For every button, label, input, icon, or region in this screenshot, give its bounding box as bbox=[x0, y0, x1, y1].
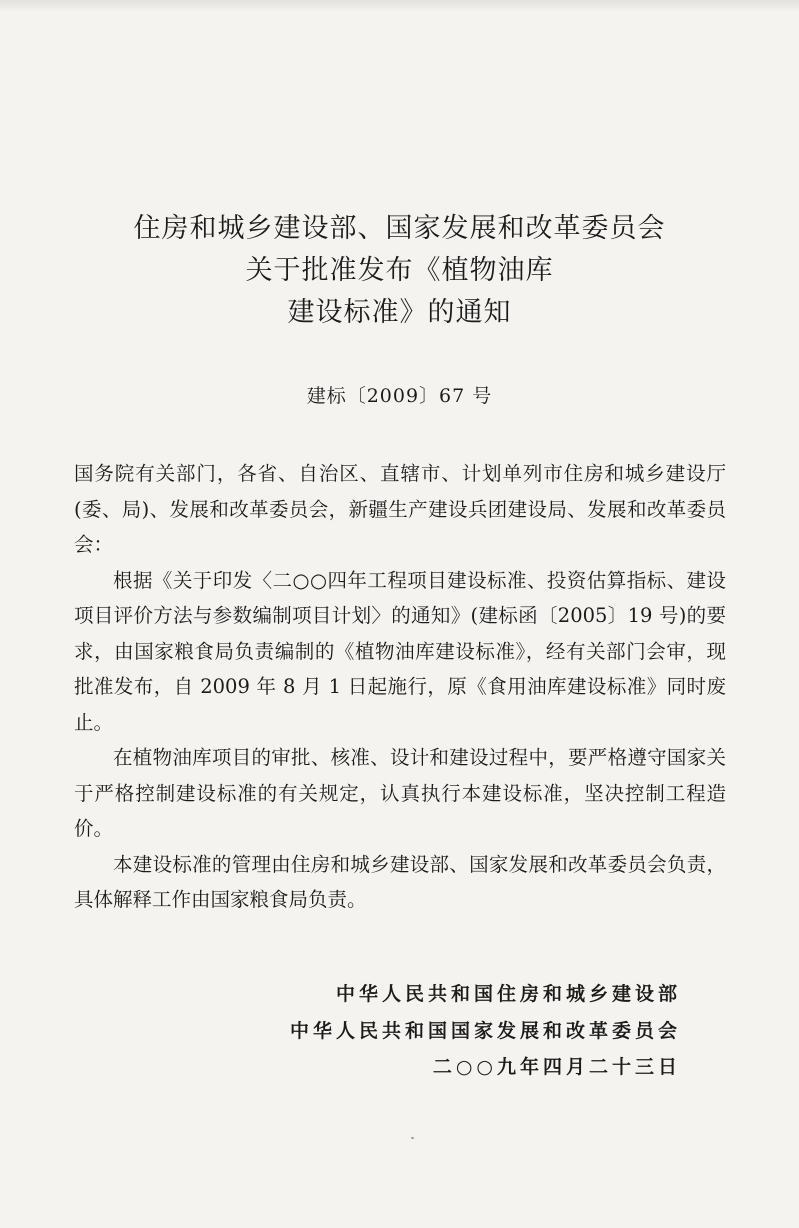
scan-speck bbox=[411, 1137, 414, 1139]
notice-title-line-1: 住房和城乡建设部、国家发展和改革委员会 bbox=[133, 213, 666, 244]
body-paragraph: 本建设标准的管理由住房和城乡建设部、国家发展和改革委员会负责，具体解释工作由国家粮食局负责。 bbox=[74, 852, 726, 911]
notice-title-line-3: 建设标准》的通知 bbox=[287, 297, 512, 328]
notice-body bbox=[74, 456, 726, 918]
body-paragraph: 根据《关于印发〈二○○四年工程项目建设标准、投资估算指标、建设项目评价方法与参数编制项目计划〉的通知》(建标函〔2005〕19 号)的要求，由国家粮食局负责编制的《植物油库建设标准》，经有关部门会审，现批准发布，自 2009 年 8 月 1 日起施行，原《食用油库建设标准》同时废止。 bbox=[74, 568, 726, 734]
body-paragraph: 在植物油库项目的审批、核准、设计和建设过程中，要严格遵守国家关于严格控制建设标准的有关规定，认真执行本建设标准，坚决控制工程造价。 bbox=[74, 746, 726, 840]
signature-block bbox=[0, 976, 681, 1086]
scan-top-edge bbox=[0, 0, 799, 12]
recipients-paragraph: 国务院有关部门，各省、自治区、直辖市、计划单列市住房和城乡建设厅(委、局)、发展和改革委员会，新疆生产建设兵团建设局、发展和改革委员会： bbox=[74, 462, 726, 556]
issue-date: 二○○九年四月二十三日 bbox=[432, 1056, 681, 1078]
document-number: 建标〔2009〕67 号 bbox=[306, 385, 493, 407]
notice-title-line-2: 关于批准发布《植物油库 bbox=[245, 255, 554, 286]
issuer-ministry-housing: 中华人民共和国住房和城乡建设部 bbox=[335, 983, 681, 1005]
issuer-ndrc: 中华人民共和国国家发展和改革委员会 bbox=[289, 1019, 681, 1042]
